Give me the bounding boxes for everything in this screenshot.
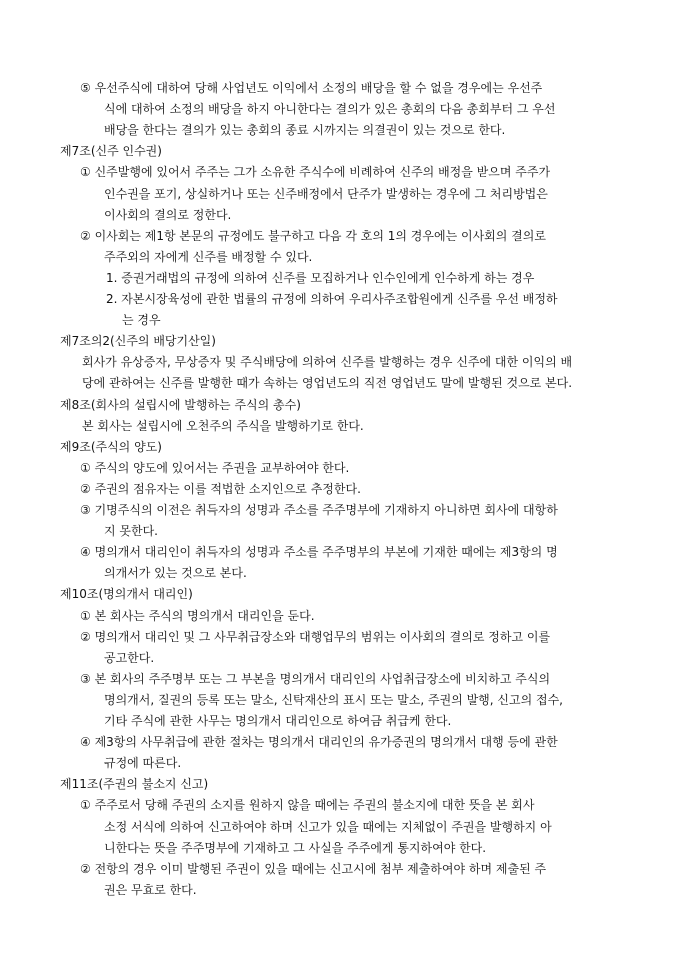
clause-continuation: 지 못한다.: [104, 524, 158, 539]
article-heading: 제9조(주식의 양도): [60, 439, 162, 454]
clause-continuation: 주주외의 자에게 신주를 배정할 수 있다.: [104, 249, 313, 264]
numbered-clause: ① 주식의 양도에 있어서는 주권을 교부하여야 한다.: [80, 460, 350, 475]
numbered-clause: ② 명의개서 대리인 및 그 사무취급장소와 대행업무의 범위는 이사회의 결의로 정하고 이를: [80, 629, 551, 644]
numbered-clause: ⑤ 우선주식에 대하여 당해 사업년도 이익에서 소정의 배당을 할 수 없을 경우에는 우선주: [80, 81, 543, 95]
numbered-clause: ② 주권의 점유자는 이를 적법한 소지인으로 추정한다.: [80, 481, 361, 496]
numbered-clause: ③ 기명주식의 이전은 취득자의 성명과 주소를 주주명부에 기재하지 아니하면 회사에 대항하: [80, 503, 558, 517]
clause-continuation: 니한다는 뜻을 주주명부에 기재하고 그 사실을 주주에게 통지하여야 한다.: [104, 840, 487, 855]
article-body-line: 회사가 유상증자, 무상증자 및 주식배당에 의하여 신주를 발행하는 경우 신주에 대한 이익의 배: [82, 355, 573, 370]
numbered-clause: ① 주주로서 당해 주권의 소지를 원하지 않을 때에는 주권의 불소지에 대한 뜻을 본 회사: [80, 798, 535, 813]
article-heading: 제7조(신주 인수권): [60, 144, 162, 159]
article-heading: 제8조(회사의 설립시에 발행하는 주식의 총수): [60, 397, 301, 412]
clause-continuation: 배당을 한다는 결의가 있는 총회의 종료 시까지는 의결권이 있는 것으로 한다.: [104, 123, 506, 138]
clause-continuation: 소정 서식에 의하여 신고하여야 하며 신고가 있을 때에는 지체없이 주권을 발행하지 아: [104, 819, 552, 834]
clause-continuation: 명의개서, 질권의 등록 또는 말소, 신탁재산의 표시 또는 말소, 주권의 발행, 신고의 접수,: [104, 692, 563, 707]
numbered-clause: ① 신주발행에 있어서 주주는 그가 소유한 주식수에 비례하여 신주의 배정을 받으며 주주가: [80, 165, 551, 180]
numbered-clause: ② 이사회는 제1항 본문의 규정에도 불구하고 다음 각 호의 1의 경우에는 이사회의 결의로: [80, 228, 546, 243]
clause-continuation: 식에 대하여 소정의 배당을 하지 아니한다는 결의가 있은 총회의 다음 총회부터 그 우선: [104, 102, 556, 117]
clause-continuation: 기타 주식에 관한 사무는 명의개서 대리인으로 하여금 취급케 한다.: [104, 714, 452, 728]
sub-item: 2. 자본시장육성에 관한 법률의 규정에 의하여 우리사주조합원에게 신주를 우선 배정하: [106, 292, 558, 306]
numbered-clause: ④ 제3항의 사무취급에 관한 절차는 명의개서 대리인의 유가증권의 명의개서 대행 등에 관한: [80, 735, 558, 750]
clause-continuation: 공고한다.: [104, 650, 155, 665]
clause-continuation: 의개서가 있는 것으로 본다.: [104, 566, 247, 581]
article-body-line: 당에 관하여는 신주를 발행한 때가 속하는 영업년도의 직전 영업년도 말에 발행된 것으로 본다.: [82, 376, 573, 391]
article-heading: 제11조(주권의 불소지 신고): [60, 777, 209, 792]
article-body-line: 본 회사는 설립시에 오천주의 주식을 발행하기로 한다.: [82, 418, 364, 433]
numbered-clause: ④ 명의개서 대리인이 취득자의 성명과 주소를 주주명부의 부본에 기재한 때에는 제3항의 명: [80, 545, 558, 560]
numbered-clause: ① 본 회사는 주식의 명의개서 대리인을 둔다.: [80, 608, 315, 623]
clause-continuation: 인수권을 포기, 상실하거나 또는 신주배정에서 단주가 발생하는 경우에 그 처리방법은: [104, 186, 548, 201]
numbered-clause: ② 전항의 경우 이미 발행된 주권이 있을 때에는 신고시에 첨부 제출하여야 하며 제출된 주: [80, 861, 547, 876]
clause-continuation: 권은 무효로 한다.: [104, 882, 197, 897]
clause-continuation: 이사회의 결의로 정한다.: [104, 207, 232, 222]
clause-continuation: 규정에 따른다.: [104, 756, 182, 771]
article-heading: 제7조의2(신주의 배당기산일): [60, 334, 216, 349]
sub-item-continuation: 는 경우: [122, 313, 161, 328]
sub-item: 1. 증권거래법의 규정에 의하여 신주를 모집하거나 인수인에게 인수하게 하는 경우: [106, 270, 535, 285]
article-heading: 제10조(명의개서 대리인): [60, 587, 193, 602]
numbered-clause: ③ 본 회사의 주주명부 또는 그 부본을 명의개서 대리인의 사업취급장소에 비치하고 주식의: [80, 671, 551, 686]
